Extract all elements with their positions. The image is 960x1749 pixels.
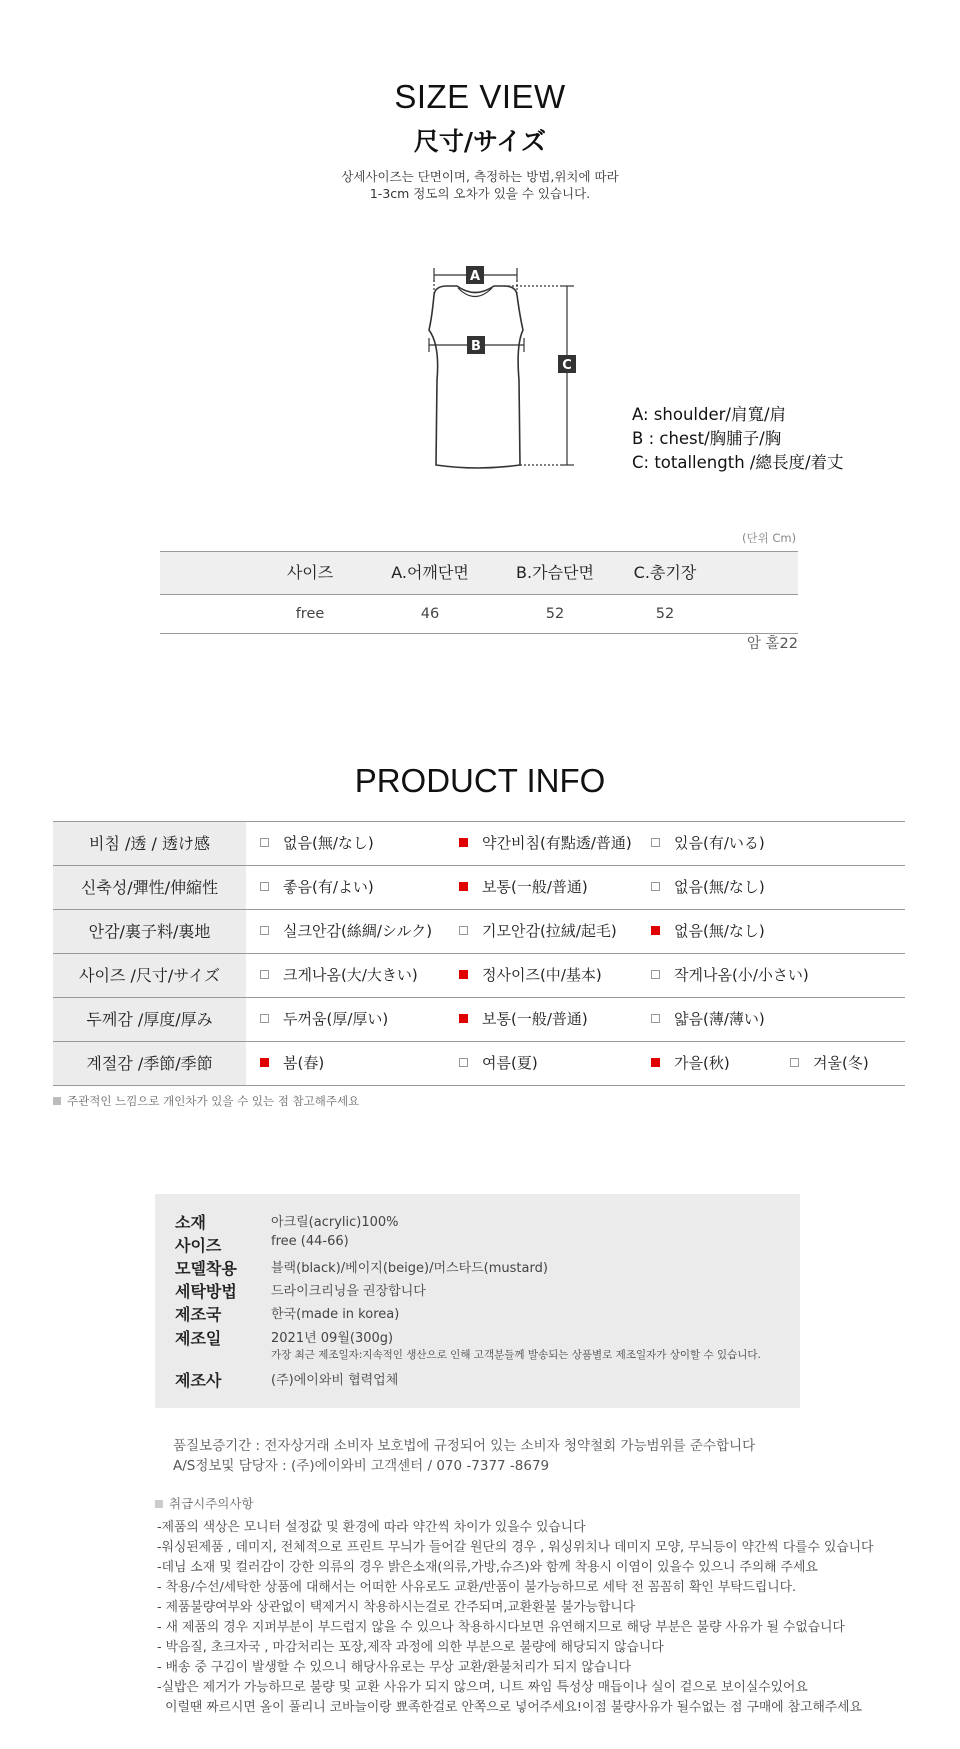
unchecked-box-icon <box>790 1058 799 1067</box>
product-info-row-label: 신축성/彈性/伸縮性 <box>53 866 246 909</box>
length-col-header: C.총기장 <box>633 563 697 582</box>
product-info-row <box>53 910 905 954</box>
size-col-header: 사이즈 <box>286 563 334 582</box>
option-label: 없음(無/なし) <box>674 878 765 896</box>
size-table <box>160 551 798 634</box>
product-info-row-label: 두께감 /厚度/厚み <box>53 998 246 1041</box>
product-info-row <box>53 998 905 1042</box>
unchecked-box-icon <box>651 970 660 979</box>
option-label: 실크안감(絲綢/シルク) <box>283 922 433 940</box>
square-bullet-icon <box>53 1097 61 1105</box>
spec-label: 제조사 <box>175 1371 222 1390</box>
option-label: 겨울(冬) <box>813 1054 869 1072</box>
option-label: 좋음(有/よい) <box>283 878 374 896</box>
length-cell: 52 <box>655 606 675 622</box>
option-label: 얇음(薄/薄い) <box>674 1010 765 1028</box>
size-note-line2: 1-3cm 정도의 오차가 있을 수 있습니다. <box>369 186 591 201</box>
option-label: 정사이즈(中/基本) <box>482 966 602 984</box>
size-view-subtitle: 尺寸/サイズ <box>413 127 547 156</box>
product-info-row <box>53 954 905 998</box>
care-line: 이럴땐 짜르시면 올이 풀리니 코바늘이랑 뾰족한걸로 안쪽으로 넣어주세요!이점 불량사유가 될수없는 점 구매에 참고해주세요 <box>157 1700 862 1715</box>
product-info-option <box>651 954 809 997</box>
product-info-note-text: 주관적인 느낌으로 개인차가 있을 수 있는 점 참고해주세요 <box>67 1094 360 1108</box>
spec-value: 드라이크리닝을 권장합니다 <box>271 1284 426 1299</box>
spec-subnote: 가장 최근 제조일자:지속적인 생산으로 인해 고객분들께 발송되는 상품별로 제조일자가 상이할 수 있습니다. <box>271 1349 761 1361</box>
product-info-option <box>651 822 765 865</box>
care-line: - 제품불량여부와 상관없이 택제거시 착용하시는걸로 간주되며,교환환불 불가능합니다 <box>157 1600 636 1615</box>
care-line: - 착용/수선/세탁한 상품에 대해서는 어떠한 사유로도 교환/반품이 불가능하므로 세탁 전 꼼꼼히 확인 부탁드립니다. <box>157 1580 797 1595</box>
product-info-row <box>53 1042 905 1086</box>
as-info-line: A/S정보및 담당자 : (주)에이와비 고객센터 / 070 -7377 -8679 <box>173 1458 550 1474</box>
care-line: - 새 제품의 경우 지퍼부분이 부드럽지 않을 수 있으나 착용하시다보면 유연해지므로 해당 부분은 불량 사유가 될 수없습니다 <box>157 1620 845 1635</box>
option-label: 봄(春) <box>283 1054 325 1072</box>
legend-b: B : chest/胸脯子/胸 <box>632 429 782 448</box>
product-info-option <box>459 954 602 997</box>
product-info-option <box>459 1042 538 1085</box>
product-info-option <box>651 1042 730 1085</box>
product-info-option <box>260 1042 324 1085</box>
spec-value: 2021년 09월(300g) <box>271 1331 394 1346</box>
size-cell: free <box>295 606 325 622</box>
checked-box-icon <box>459 882 468 891</box>
product-info-option <box>651 998 765 1041</box>
care-title-text: 취급시주의사항 <box>169 1496 254 1511</box>
option-label: 기모안감(拉絨/起毛) <box>482 922 617 940</box>
spec-label: 제조국 <box>175 1305 222 1324</box>
checked-box-icon <box>260 1058 269 1067</box>
product-info-row-label: 안감/裏子料/裏地 <box>53 910 246 953</box>
product-info-option <box>459 998 588 1041</box>
product-info-option <box>651 866 765 909</box>
product-info-row-label: 비침 /透 / 透け感 <box>53 822 246 865</box>
product-info-row-label: 계절감 /季節/季節 <box>53 1042 246 1085</box>
unchecked-box-icon <box>260 1014 269 1023</box>
unchecked-box-icon <box>459 1058 468 1067</box>
care-line: - 배송 중 구김이 발생할 수 있으니 해당사유로는 무상 교환/환불처리가 되지 않습니다 <box>157 1660 631 1675</box>
label-a: A <box>469 269 481 284</box>
option-label: 가을(秋) <box>674 1054 730 1072</box>
checked-box-icon <box>651 1058 660 1067</box>
spec-label: 사이즈 <box>175 1236 222 1255</box>
spec-label: 모델착용 <box>175 1259 237 1278</box>
legend-c: C: totallength /總長度/着丈 <box>632 453 844 472</box>
option-label: 여름(夏) <box>482 1054 538 1072</box>
warranty-line: 품질보증기간 : 전자상거래 소비자 보호법에 규정되어 있는 소비자 청약철회 가능범위를 준수합니다 <box>173 1438 756 1454</box>
option-label: 크게나옴(大/大きい) <box>283 966 418 984</box>
spec-value: 한국(made in korea) <box>271 1307 400 1322</box>
spec-box <box>155 1194 800 1408</box>
product-info-title: PRODUCT INFO <box>354 762 606 799</box>
shoulder-col-header: A.어깨단면 <box>391 563 469 582</box>
product-info-row <box>53 866 905 910</box>
product-info-option <box>459 822 632 865</box>
product-info-row <box>53 822 905 866</box>
option-label: 약간비침(有點透/普通) <box>482 834 632 852</box>
product-info-option <box>260 954 418 997</box>
spec-label: 세탁방법 <box>175 1282 237 1301</box>
label-b: B <box>471 339 481 354</box>
product-info-option <box>651 910 765 953</box>
unchecked-box-icon <box>651 882 660 891</box>
product-info-option <box>459 910 617 953</box>
checked-box-icon <box>651 926 660 935</box>
unchecked-box-icon <box>651 838 660 847</box>
unchecked-box-icon <box>260 926 269 935</box>
size-view-title: SIZE VIEW <box>394 78 566 115</box>
spec-label: 소재 <box>175 1213 206 1232</box>
chest-cell: 52 <box>545 606 565 622</box>
armhole-note: 암 홀22 <box>746 636 798 652</box>
unit-note: (단위 Cm) <box>742 531 797 545</box>
spec-value: free (44-66) <box>271 1234 349 1249</box>
product-info-option <box>260 866 374 909</box>
option-label: 없음(無/なし) <box>674 922 765 940</box>
size-table-header <box>160 551 798 595</box>
shoulder-cell: 46 <box>420 606 440 622</box>
legend-a: A: shoulder/肩寬/肩 <box>632 405 787 424</box>
unchecked-box-icon <box>260 970 269 979</box>
unchecked-box-icon <box>459 926 468 935</box>
option-label: 있음(有/いる) <box>674 834 765 852</box>
dimension-c <box>504 286 574 465</box>
checked-box-icon <box>459 1014 468 1023</box>
spec-value: 아크릴(acrylic)100% <box>271 1215 399 1230</box>
care-line: - 박음질, 초크자국 , 마감처리는 포장,제작 과정에 의한 부분으로 불량에 해당되지 않습니다 <box>157 1640 664 1655</box>
sleeveless-top-diagram <box>410 255 610 475</box>
checked-box-icon <box>459 970 468 979</box>
care-line: -실밥은 제거가 가능하므로 불량 및 교환 사유가 되지 않으며, 니트 짜임 특성상 매듭이나 실이 겉으로 보이실수있어요 <box>157 1680 808 1695</box>
care-line: -데님 소재 및 컬러감이 강한 의류의 경우 밝은소재(의류,가방,슈즈)와 함께 착용시 이염이 있을수 있으니 주의해 주세요 <box>157 1560 818 1575</box>
option-label: 보통(一般/普通) <box>482 1010 588 1028</box>
garment-outline <box>429 286 523 468</box>
product-info-note <box>53 1093 359 1109</box>
option-label: 두꺼움(厚/厚い) <box>283 1010 389 1028</box>
product-info-row-label: 사이즈 /尺寸/サイズ <box>53 954 246 997</box>
product-info-option <box>459 866 588 909</box>
size-note-line1: 상세사이즈는 단면이며, 측정하는 방법,위치에 따라 <box>341 169 619 184</box>
square-bullet-icon <box>155 1500 163 1508</box>
care-line: -제품의 색상은 모니터 설정값 및 환경에 따라 약간씩 차이가 있을수 있습니다 <box>157 1520 586 1535</box>
option-label: 없음(無/なし) <box>283 834 374 852</box>
spec-value: (주)에이와비 협력업체 <box>271 1373 399 1388</box>
product-info-option <box>260 998 388 1041</box>
table-row <box>160 595 798 634</box>
product-info-option <box>260 910 432 953</box>
product-info-option <box>790 1042 869 1085</box>
option-label: 보통(一般/普通) <box>482 878 588 896</box>
care-title <box>155 1494 254 1512</box>
option-label: 작게나옴(小/小さい) <box>674 966 809 984</box>
care-line: -워싱된제품 , 데미지, 전체적으로 프린트 무늬가 들어갈 원단의 경우 , 워싱위치나 데미지 모양, 무늬등이 약간씩 다를수 있습니다 <box>157 1540 874 1555</box>
label-c: C <box>562 358 572 373</box>
unchecked-box-icon <box>260 882 269 891</box>
product-info-table <box>53 821 905 1086</box>
checked-box-icon <box>459 838 468 847</box>
chest-col-header: B.가슴단면 <box>516 563 594 582</box>
unchecked-box-icon <box>651 1014 660 1023</box>
product-info-option <box>260 822 374 865</box>
spec-label: 제조일 <box>175 1329 222 1348</box>
spec-value: 블랙(black)/베이지(beige)/머스타드(mustard) <box>271 1261 548 1276</box>
unchecked-box-icon <box>260 838 269 847</box>
